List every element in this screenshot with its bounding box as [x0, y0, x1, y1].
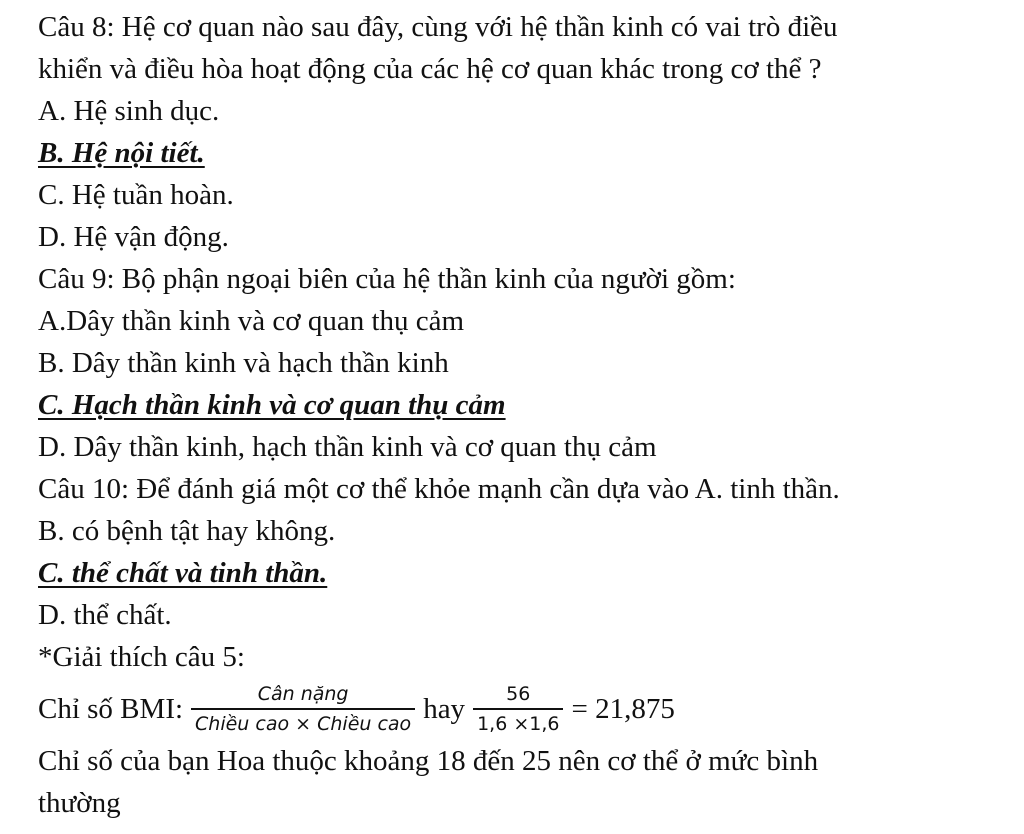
bmi-result: = 21,875	[571, 692, 675, 725]
question-10: Câu 10: Để đánh giá một cơ thể khỏe mạnh cần dựa vào A. tinh thần.	[38, 473, 840, 505]
question-8-option-a: A. Hệ sinh dục.	[38, 95, 220, 127]
bmi-fraction	[191, 682, 415, 736]
value-fraction-numerator: 56	[506, 683, 531, 705]
bmi-fraction-denominator: Chiều cao × Chiều cao	[191, 708, 415, 736]
value-fraction-denominator: 1,6 ×1,6	[473, 708, 563, 736]
question-8-line-1: Câu 8: Hệ cơ quan nào sau đây, cùng với hệ thần kinh có vai trò điều	[38, 11, 838, 43]
question-9-option-d: D. Dây thần kinh, hạch thần kinh và cơ quan thụ cảm	[38, 431, 657, 463]
question-9-option-b: B. Dây thần kinh và hạch thần kinh	[38, 347, 449, 379]
question-10-option-c-correct: C. thể chất và tinh thần.	[38, 557, 328, 589]
question-9: Câu 9: Bộ phận ngoại biên của hệ thần kinh của người gồm:	[38, 263, 736, 295]
question-8-option-b-correct: B. Hệ nội tiết.	[38, 137, 205, 169]
question-8-option-d: D. Hệ vận động.	[38, 221, 229, 253]
bmi-label: Chỉ số BMI:	[38, 692, 184, 725]
question-8-line-2: khiển và điều hòa hoạt động của các hệ cơ quan khác trong cơ thể ?	[38, 53, 822, 85]
value-fraction	[473, 682, 563, 736]
conclusion-line-1: Chỉ số của bạn Hoa thuộc khoảng 18 đến 25 nên cơ thể ở mức bình	[38, 745, 819, 777]
conclusion-line-2: thường	[38, 787, 121, 819]
question-8-option-c: C. Hệ tuần hoàn.	[38, 179, 234, 211]
explanation-heading: *Giải thích câu 5:	[38, 641, 245, 673]
hay-word: hay	[423, 692, 466, 725]
bmi-fraction-numerator: Cân nặng	[257, 683, 349, 705]
bmi-formula	[38, 680, 1018, 738]
question-10-option-b: B. có bệnh tật hay không.	[38, 515, 336, 547]
question-10-option-d: D. thể chất.	[38, 599, 172, 631]
question-9-option-a: A.Dây thần kinh và cơ quan thụ cảm	[38, 305, 465, 337]
document-page	[38, 6, 1018, 824]
question-9-option-c-correct: C. Hạch thần kinh và cơ quan thụ cảm	[38, 389, 506, 421]
